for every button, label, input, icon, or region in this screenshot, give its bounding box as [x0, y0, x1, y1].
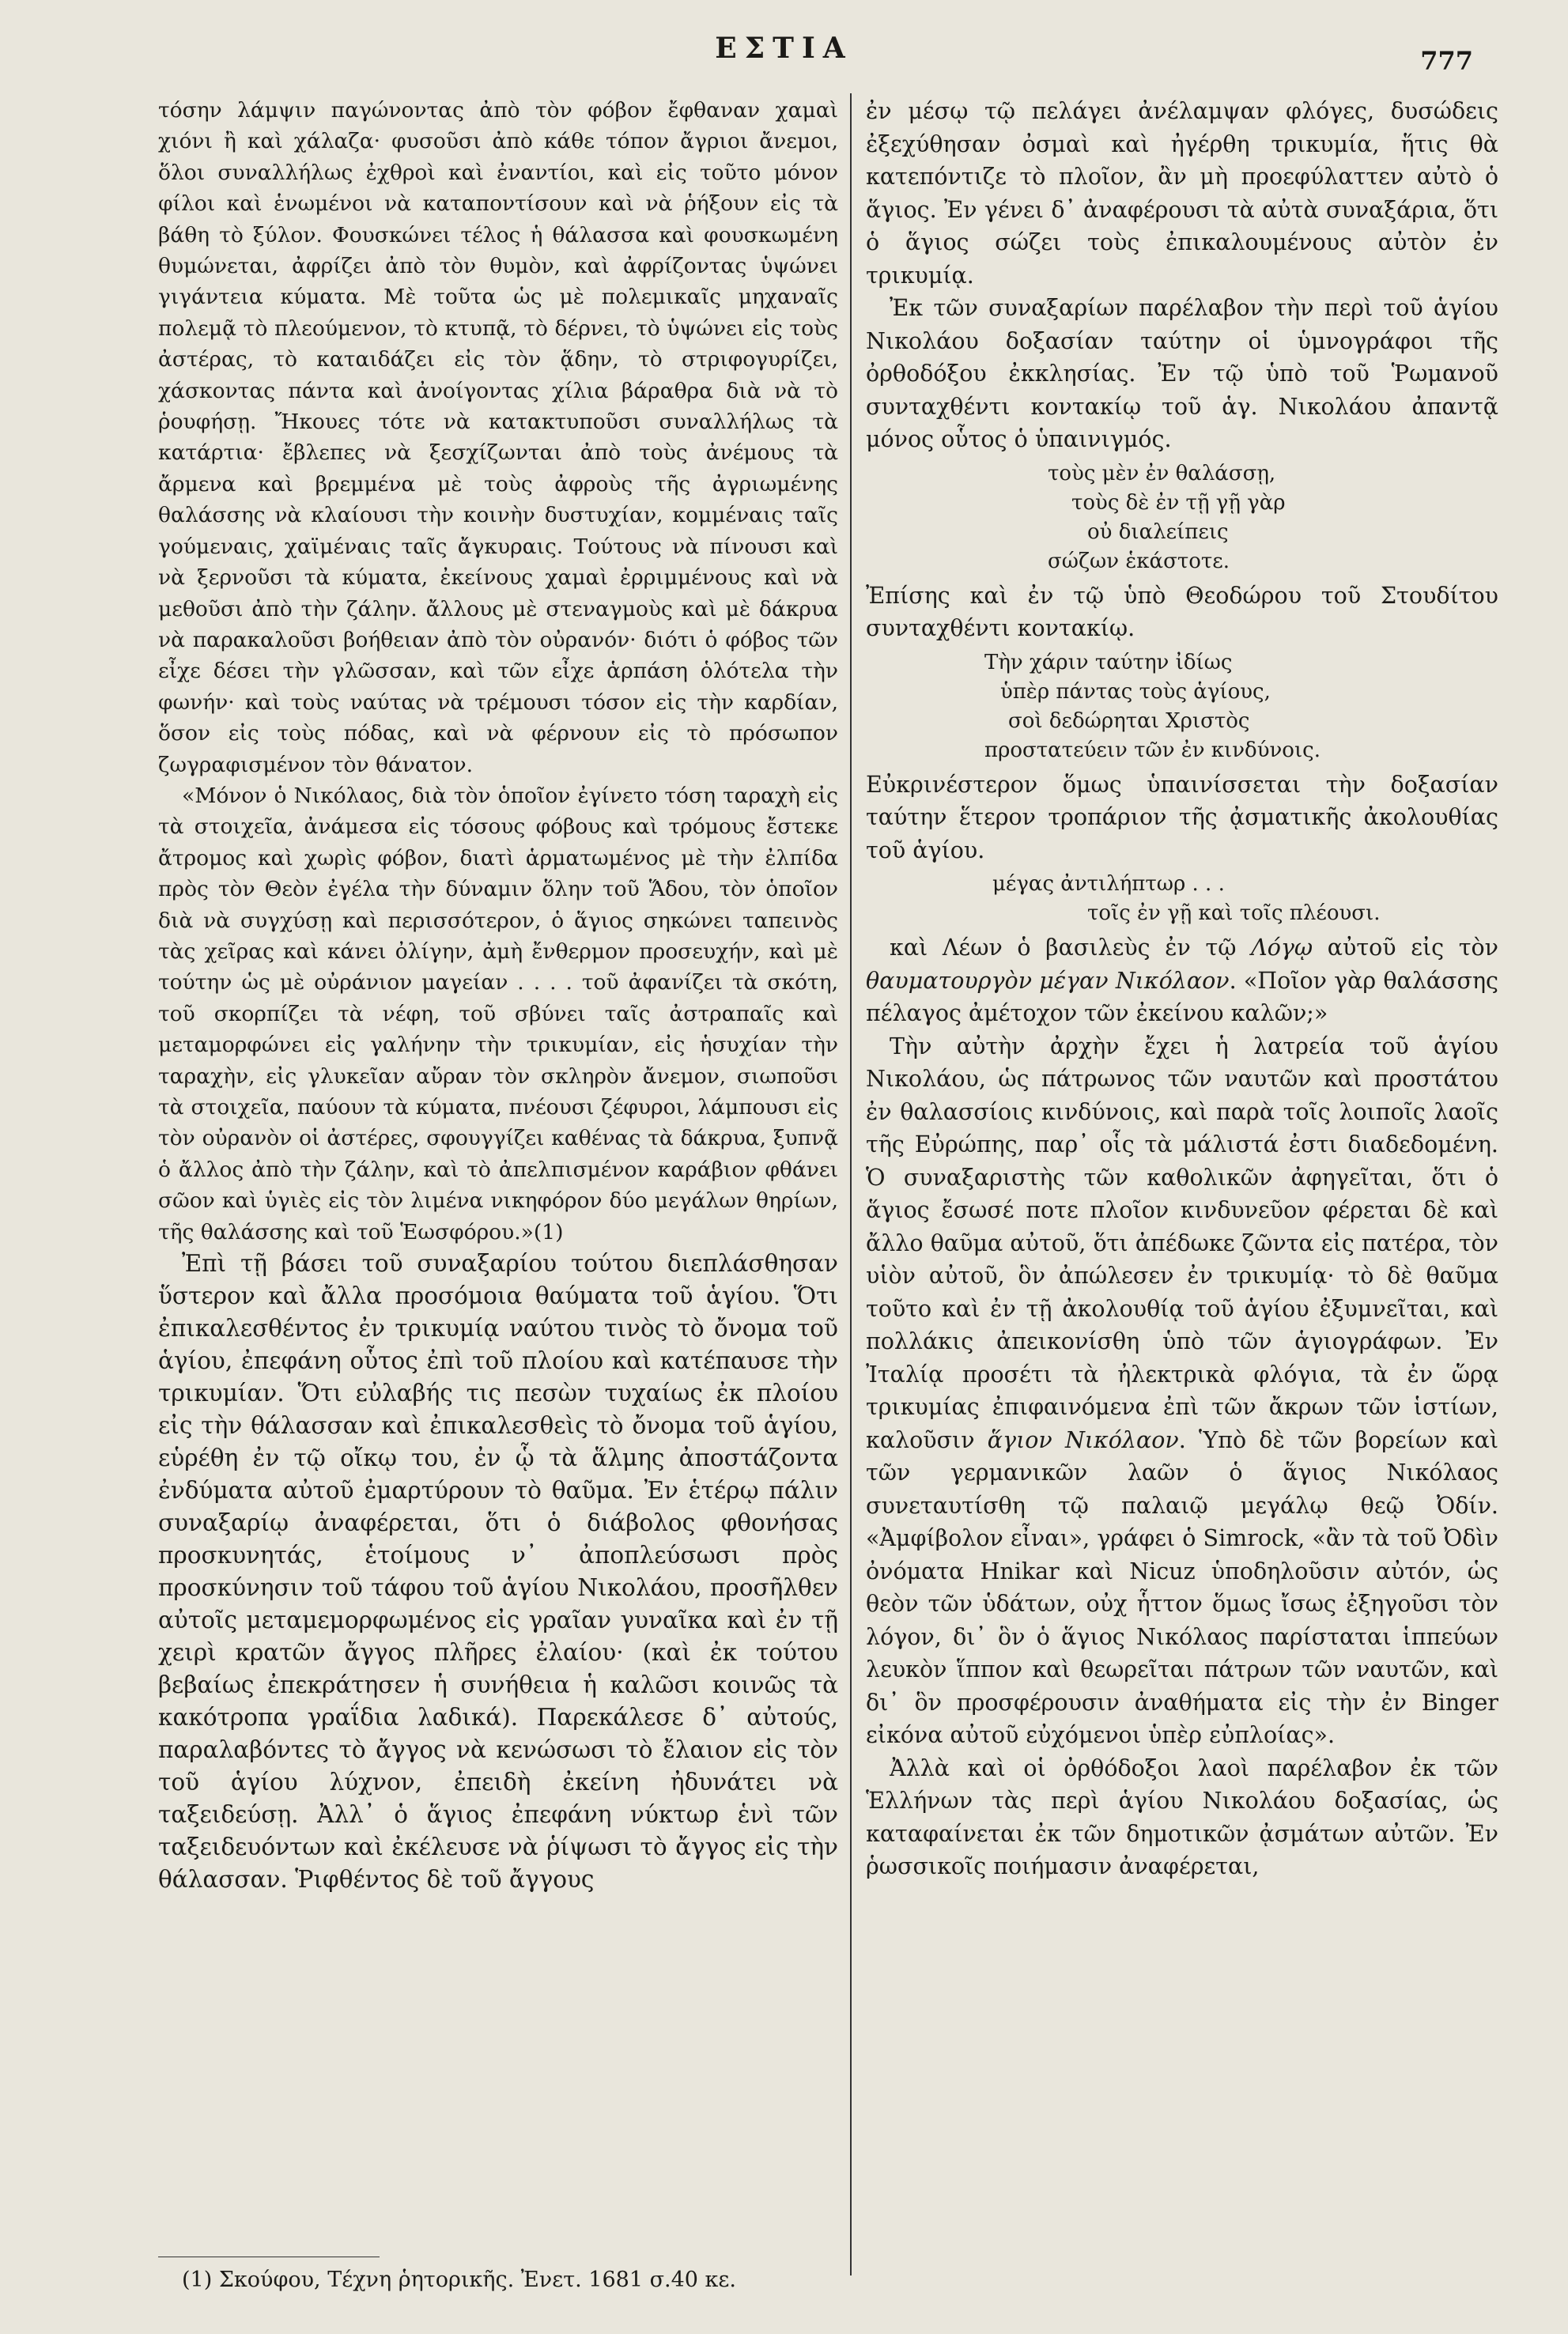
text-run: καὶ Λέων ὁ βασιλεὺς ἐν τῷ [890, 935, 1252, 961]
text-run: Τὴν αὐτὴν ἀρχὴν ἔχει ἡ λατρεία τοῦ ἁγίου Νικολάου, ὡς πάτρωνος τῶν ναυτῶν καὶ προστάτου ἐν θαλασσίοις κινδύνοις, καὶ παρὰ τοῖς λοιποῖς λαοῖς τῆς Εὐρώπης, παρ᾽ οἷς τὰ μάλιστά ἐστι διαδεδομένη. Ὁ συναξαριστὴς τῶν καθολικῶν ἀφηγεῖται, ὅτι ὁ ἅγιος ἔσωσέ ποτε πλοῖον κινδυνεῦον φέρεται δὲ καὶ ἄλλο θαῦμα αὐτοῦ, ὅτι ἀπέδωκε ζῶντα εἰς πατέρα, τὸν υἱὸν αὐτοῦ, ὃν ἀπώλεσεν ἐν τρικυμίᾳ· τὸ δὲ θαῦμα τοῦτο καὶ ἐν τῇ ἀκολουθίᾳ τοῦ ἁγίου ἐξυμνεῖται, καὶ πολλάκις ἀπεικονίσθη ὑπὸ τῶν ἁγιογράφων. Ἐν Ἰταλίᾳ προσέτι τὰ ἠλεκτρικὰ φλόγια, τὰ ἐν ὥρᾳ τρικυμίας ἐπιφαινόμενα ἐπὶ τῶν ἄκρων τῶν ἱστίων, καλοῦσιν [866, 1033, 1498, 1453]
text-run: . «Ποῖον γὰρ θαλάσσης πέλαγος ἀμέτοχον τῶν ἐκείνου καλῶν;» [866, 967, 1499, 1026]
verse-line: προστατεύειν τῶν ἐν κινδύνοις. [984, 738, 1321, 762]
left-column [158, 95, 838, 2277]
paragraph [866, 1030, 1498, 1752]
hymn-verse [866, 648, 1498, 765]
verse-line: τοὺς μὲν ἐν θαλάσσῃ, [1048, 461, 1276, 485]
verse-line: μέγας ἀντιλήπτωρ . . . [992, 872, 1225, 896]
italic-title: θαυματουργὸν μέγαν Νικόλαον [866, 967, 1230, 994]
paragraph: Ἐπὶ τῇ βάσει τοῦ συναξαρίου τούτου διεπλάσθησαν ὕστερον καὶ ἄλλα προσόμοια θαύματα τοῦ ἁγίου. Ὅτι ἐπικαλεσθέντος ἐν τρικυμίᾳ ναύτου τινὸς τὸ ὄνομα τοῦ ἁγίου, ἐπεφάνη οὗτος ἐπὶ τοῦ πλοίου καὶ κατέπαυσε τὴν τρικυμίαν. Ὅτι εὐλαβής τις πεσὼν τυχαίως ἐκ πλοίου εἰς τὴν θάλασσαν καὶ ἐπικαλεσθεὶς τὸ ὄνομα τοῦ ἁγίου, εὑρέθη ἐν τῷ οἴκῳ του, ἐν ᾧ τὰ ἅλμης ἀποστάζοντα ἐνδύματα αὐτοῦ ἐμαρτύρουν τὸ θαῦμα. Ἐν ἑτέρῳ πάλιν συναξαρίῳ ἀναφέρεται, ὅτι ὁ διάβολος φθονήσας προσκυνητάς, ἑτοίμους ν᾽ ἀποπλεύσωσι πρὸς προσκύνησιν τοῦ τάφου τοῦ ἁγίου Νικολάου, προσῆλθεν αὐτοῖς μεταμεμορφωμένος εἰς γραῖαν γυναῖκα καὶ ἐν τῇ χειρὶ κρατῶν ἄγγος πλῆρες ἐλαίου· (καὶ ἐκ τούτου βεβαίως ἐπεκράτησεν ἡ συνήθεια ἡ καλῶσι κοινῶς τὰ κακότροπα γραΐδια λαδικά). Παρεκάλεσε δ᾽ αὐτούς, παραλαβόντες τὸ ἄγγος νὰ κενώσωσι τὸ ἔλαιον εἰς τὸν τοῦ ἁγίου λύχνον, ἐπειδὴ ἐκείνη ἠδυνάτει νὰ ταξειδεύσῃ. Ἀλλ᾽ ὁ ἅγιος ἐπεφάνη νύκτωρ ἑνὶ τῶν ταξειδευόντων καὶ ἐκέλευσε νὰ ῥίψωσι τὸ ἄγγος εἰς τὴν θάλασσαν. Ῥιφθέντος δὲ τοῦ ἄγγους [158, 1250, 838, 1894]
page-number: 777 [1420, 46, 1473, 76]
text-run: αὐτοῦ εἰς τὸν [1313, 935, 1498, 961]
paragraph: τόσην λάμψιν παγώνοντας ἀπὸ τὸν φόβον ἔφθαναν χαμαὶ χιόνι ἢ καὶ χάλαζα· φυσοῦσι ἀπὸ κάθε τόπον ἄγριοι ἄνεμοι, ὅλοι συναλλήλως ἐχθροὶ καὶ ἐναντίοι, καὶ εἰς τοῦτο μόνον φίλοι καὶ ἑνωμένοι νὰ καταποντίσουν καὶ νὰ ῥήξουν εἰς τὰ βάθη τὸ ξύλον. Φουσκώνει τέλος ἡ θάλασσα καὶ φουσκωμένη θυμώνεται, ἀφρίζει ἀπὸ τὸν θυμὸν, καὶ ἀφρίζοντας ὑψώνει γιγάντεια κύματα. Μὲ τοῦτα ὡς μὲ πολεμικαῖς μηχαναῖς πολεμᾷ τὸ πλεούμενον, τὸ κτυπᾷ, τὸ δέρνει, τὸ ὑψώνει εἰς τοὺς ἀστέρας, τὸ καταιδάζει εἰς τὸν ᾅδην, τὸ στριφογυρίζει, χάσκοντας πάντα καὶ ἀνοίγοντας χίλια βάραθρα διὰ νὰ τὸ ῥουφήσῃ. Ἤκουες τότε νὰ κατακτυποῦσι συναλλήλως τὰ κατάρτια· ἔβλεπες νὰ ξεσχίζωνται ἀπὸ τοὺς ἀνέμους τὰ ἄρμενα καὶ βρεμμένα μὲ τοὺς ἀφροὺς τῆς ἀγριωμένης θαλάσσης νὰ κλαίουσι τὴν κοινὴν δυστυχίαν, κομμέναις ταῖς γούμεναις, χαϊμέναις ταῖς ἄγκυραις. Τούτους νὰ πίνουσι καὶ νὰ ξερνοῦσι τὰ κύματα, ἐκείνους χαμαὶ ἐρριμμένους καὶ νὰ μεθοῦσι ἀπὸ τὴν ζάλην. ἄλλους μὲ στεναγμοὺς καὶ μὲ δάκρυα νὰ παρακαλοῦσι βοήθειαν ἀπὸ τὸν οὐρανόν· διότι ὁ φόβος τῶν εἶχε δέσει τὴν γλῶσσαν, καὶ τῶν εἶχε ἁρπάση ὁλότελα τὴν φωνήν· καὶ τοὺς ναύτας νὰ τρέμουσι τόσον εἰς τὴν καρδίαν, ὅσον εἰς τοὺς πόδας, καὶ νὰ φέρνουν εἰς τὸ πρόσωπον ζωγραφισμένον τὸν θάνατον. [158, 98, 838, 777]
running-title: ΕΣΤΙΑ [715, 32, 853, 65]
text-run: . Ὑπὸ δὲ τῶν βορείων καὶ τῶν γερμανικῶν λαῶν ὁ ἅγιος Νικόλαος συνεταυτίσθη τῷ παλαιῷ μεγάλῳ θεῷ Ὀδίν. «Ἀμφίβολον εἶναι», γράφει ὁ Simrock, «ἂν τὰ τοῦ Ὀδὶν ὀνόματα Hnikar καὶ Nicuz ὑποδηλοῦσιν αὐτόν, ὡς θεὸν τῶν ὑδάτων, οὐχ ἧττον ὅμως ἴσως ἐξηγοῦσι τὸν λόγον, δι᾽ ὃν ὁ ἅγιος Νικόλαος παρίσταται ἱππεύων λευκὸν ἵππον καὶ θεωρεῖται πάτρων τῶν ναυτῶν, καὶ δι᾽ ὃν προσφέρουσιν ἀναθήματα εἰς τὴν ἐν Binger εἰκόνα αὐτοῦ εὐχόμενοι ὑπὲρ εὐπλοίας». [866, 1426, 1499, 1748]
paragraph: Ἐπίσης καὶ ἐν τῷ ὑπὸ Θεοδώρου τοῦ Στουδίτου συνταχθέντι κοντακίῳ. [866, 582, 1498, 641]
right-column [866, 95, 1498, 2293]
footnote: (1) Σκούφου, Τέχνη ῥητορικῆς. Ἐνετ. 1681 σ.40 κε. [182, 2268, 736, 2292]
verse-line: σοὶ δεδώρηται Χριστὸς [1008, 708, 1250, 733]
column-divider [850, 93, 852, 2275]
paragraph: Εὐκρινέστερον ὅμως ὑπαινίσσεται τὴν δοξασίαν ταύτην ἕτερον τροπάριον τῆς ᾀσματικῆς ἀκολουθίας τοῦ ἁγίου. [866, 771, 1498, 863]
italic-title: Λόγῳ [1251, 935, 1313, 961]
verse-line: Τὴν χάριν ταύτην ἰδίως [984, 650, 1233, 674]
paragraph: Ἐκ τῶν συναξαρίων παρέλαβον τὴν περὶ τοῦ ἁγίου Νικολάου δοξασίαν ταύτην οἱ ὑμνογράφοι τῆς ὀρθοδόξου ἐκκλησίας. Ἐν τῷ ὑπὸ τοῦ Ῥωμανοῦ συνταχθέντι κοντακίῳ τοῦ ἁγ. Νικολάου ἀπαντᾷ μόνος οὗτος ὁ ὑπαινιγμός. [866, 295, 1498, 452]
verse-line: σώζων ἑκάστοτε. [1048, 549, 1230, 573]
paragraph: ἐν μέσῳ τῷ πελάγει ἀνέλαμψαν φλόγες, δυσώδεις ἐξεχύθησαν ὀσμαὶ καὶ ἠγέρθη τρικυμία, ἥτις θὰ κατεπόντιζε τὸ πλοῖον, ἂν μὴ προεφύλαττεν αὐτὸ ὁ ἅγιος. Ἐν γένει δ᾽ ἀναφέρουσι τὰ αὐτὰ συναξάρια, ὅτι ὁ ἅγιος σώζει τοὺς ἐπικαλουμένους αὐτὸν ἐν τρικυμίᾳ. [866, 98, 1498, 289]
hymn-verse [866, 459, 1498, 576]
hymn-verse [866, 870, 1498, 928]
verse-line: οὐ διαλείπεις [1087, 519, 1229, 544]
paragraph: Ἀλλὰ καὶ οἱ ὀρθόδοξοι λαοὶ παρέλαβον ἐκ τῶν Ἑλλήνων τὰς περὶ ἁγίου Νικολάου δοξασίας, ὡς καταφαίνεται ἐκ τῶν δημοτικῶν ᾀσμάτων αὐτῶν. Ἐν ῥωσσικοῖς ποιήμασιν ἀναφέρεται, [866, 1754, 1498, 1879]
italic-term: ἅγιον Νικόλαον [987, 1426, 1179, 1453]
paragraph: «Μόνον ὁ Νικόλαος, διὰ τὸν ὁποῖον ἐγίνετο τόση ταραχὴ εἰς τὰ στοιχεῖα, ἀνάμεσα εἰς τόσους φόβους καὶ τρόμους ἔστεκε ἄτρομος καὶ χωρὶς φόβον, διατὶ ἁρματωμένος μὲ τὴν ἐλπίδα πρὸς τὸν Θεὸν ἐγέλα τὴν δύναμιν ὅλην τοῦ Ἅδου, τὸν ὁποῖον διὰ νὰ συγχύσῃ καὶ περισσότερον, ὁ ἅγιος σηκώνει ταπεινὸς τὰς χεῖρας καὶ κάνει ὀλίγην, ἀμὴ ἔνθερμον προσευχήν, καὶ μὲ τούτην ὡς μὲ οὐράνιον μαγείαν . . . . τοῦ ἀφανίζει τὰ σκότη, τοῦ σκορπίζει τὰ νέφη, τοῦ σβύνει ταῖς ἀστραπαῖς καὶ μεταμορφώνει εἰς γαλήνην τὴν τρικυμίαν, εἰς ἡσυχίαν τὴν ταραχὴν, εἰς γλυκεῖαν αὔραν τὸν σκληρὸν ἄνεμον, σιωποῦσι τὰ στοιχεῖα, παύουν τὰ κύματα, πνέουσι ζέφυροι, λάμπουσι εἰς τὸν οὐρανὸν οἱ ἀστέρες, σφουγγίζει καθένας τὰ δάκρυα, ξυπνᾷ ὁ ἄλλος ἀπὸ τὴν ζάλην, καὶ τὸ ἀπελπισμένον καράβιον φθάνει σῶον καὶ ὑγιὲς εἰς τὸν λιμένα νικηφόρον δύο μεγάλων θηρίων, τῆς θαλάσσης καὶ τοῦ Ἑωσφόρου.»(1) [158, 783, 838, 1244]
verse-line: τοῖς ἐν γῇ καὶ τοῖς πλέουσι. [1087, 901, 1381, 925]
paragraph [866, 931, 1498, 1030]
verse-line: ὑπὲρ πάντας τοὺς ἁγίους, [1000, 679, 1271, 704]
verse-line: τοὺς δὲ ἐν τῇ γῇ γὰρ [1071, 490, 1286, 515]
